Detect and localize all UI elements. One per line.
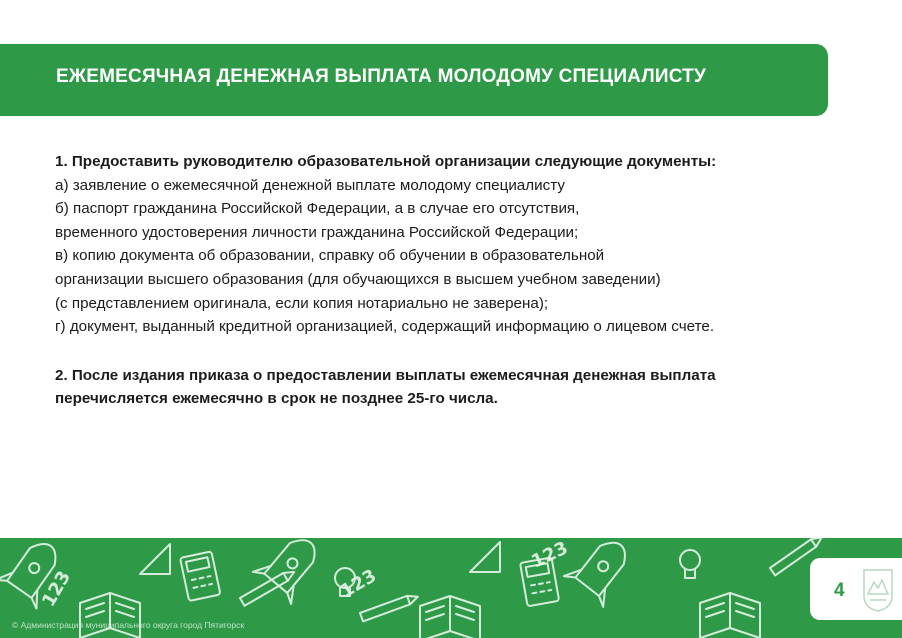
copyright-text: © Администрация муниципального округа город Пятигорск (12, 620, 245, 630)
pattern-123-text: 123 (337, 565, 381, 603)
pencil-icon (240, 568, 296, 606)
book-icon (700, 593, 760, 638)
pattern-123-text: 123 (528, 538, 572, 573)
city-emblem-icon (862, 568, 894, 612)
pattern-123-text: 123 (38, 567, 76, 611)
page-title: ЕЖЕМЕСЯЧНАЯ ДЕНЕЖНАЯ ВЫПЛАТА МОЛОДОМУ СПЕЦИАЛИСТУ (56, 66, 707, 87)
book-icon (80, 593, 140, 638)
lightbulb-icon (680, 550, 700, 578)
section-1-line: организации высшего образования (для обучающихся в высшем учебном заведении) (55, 270, 661, 288)
document-body (55, 150, 875, 411)
page-number: 4 (834, 580, 845, 601)
section-1-line: г) документ, выданный кредитной организацией, содержащий информацию о лицевом счете. (55, 318, 715, 336)
section-2-line: 2. После издания приказа о предоставлении выплаты ежемесячная денежная выплата (55, 366, 716, 384)
section-1-line: б) паспорт гражданина Российской Федерации, а в случае его отсутствия, (55, 200, 580, 218)
triangle-ruler-icon (470, 542, 500, 572)
section-1-heading: 1. Предоставить руководителю образовательной организации следующие документы: (55, 153, 717, 170)
section-1-line: (с представлением оригинала, если копия нотариально не заверена); (55, 294, 549, 312)
section-2-line: перечисляется ежемесячно в срок не позднее 25-го числа. (55, 390, 498, 408)
header-band (0, 44, 828, 116)
rocket-icon (564, 538, 640, 607)
calculator-icon (180, 551, 220, 601)
page-number-badge (810, 558, 902, 620)
section-1-line: временного удостоверения личности гражданина Российской Федерации; (55, 223, 579, 241)
triangle-ruler-icon (140, 544, 170, 574)
pencil-icon (360, 592, 419, 621)
book-icon (420, 596, 480, 638)
section-spacer (55, 339, 875, 364)
section-1-line: в) копию документа об образовании, справку об обучении в образовательной (55, 247, 605, 265)
section-1-line: а) заявление о ежемесячной денежной выплате молодому специалисту (55, 176, 565, 194)
